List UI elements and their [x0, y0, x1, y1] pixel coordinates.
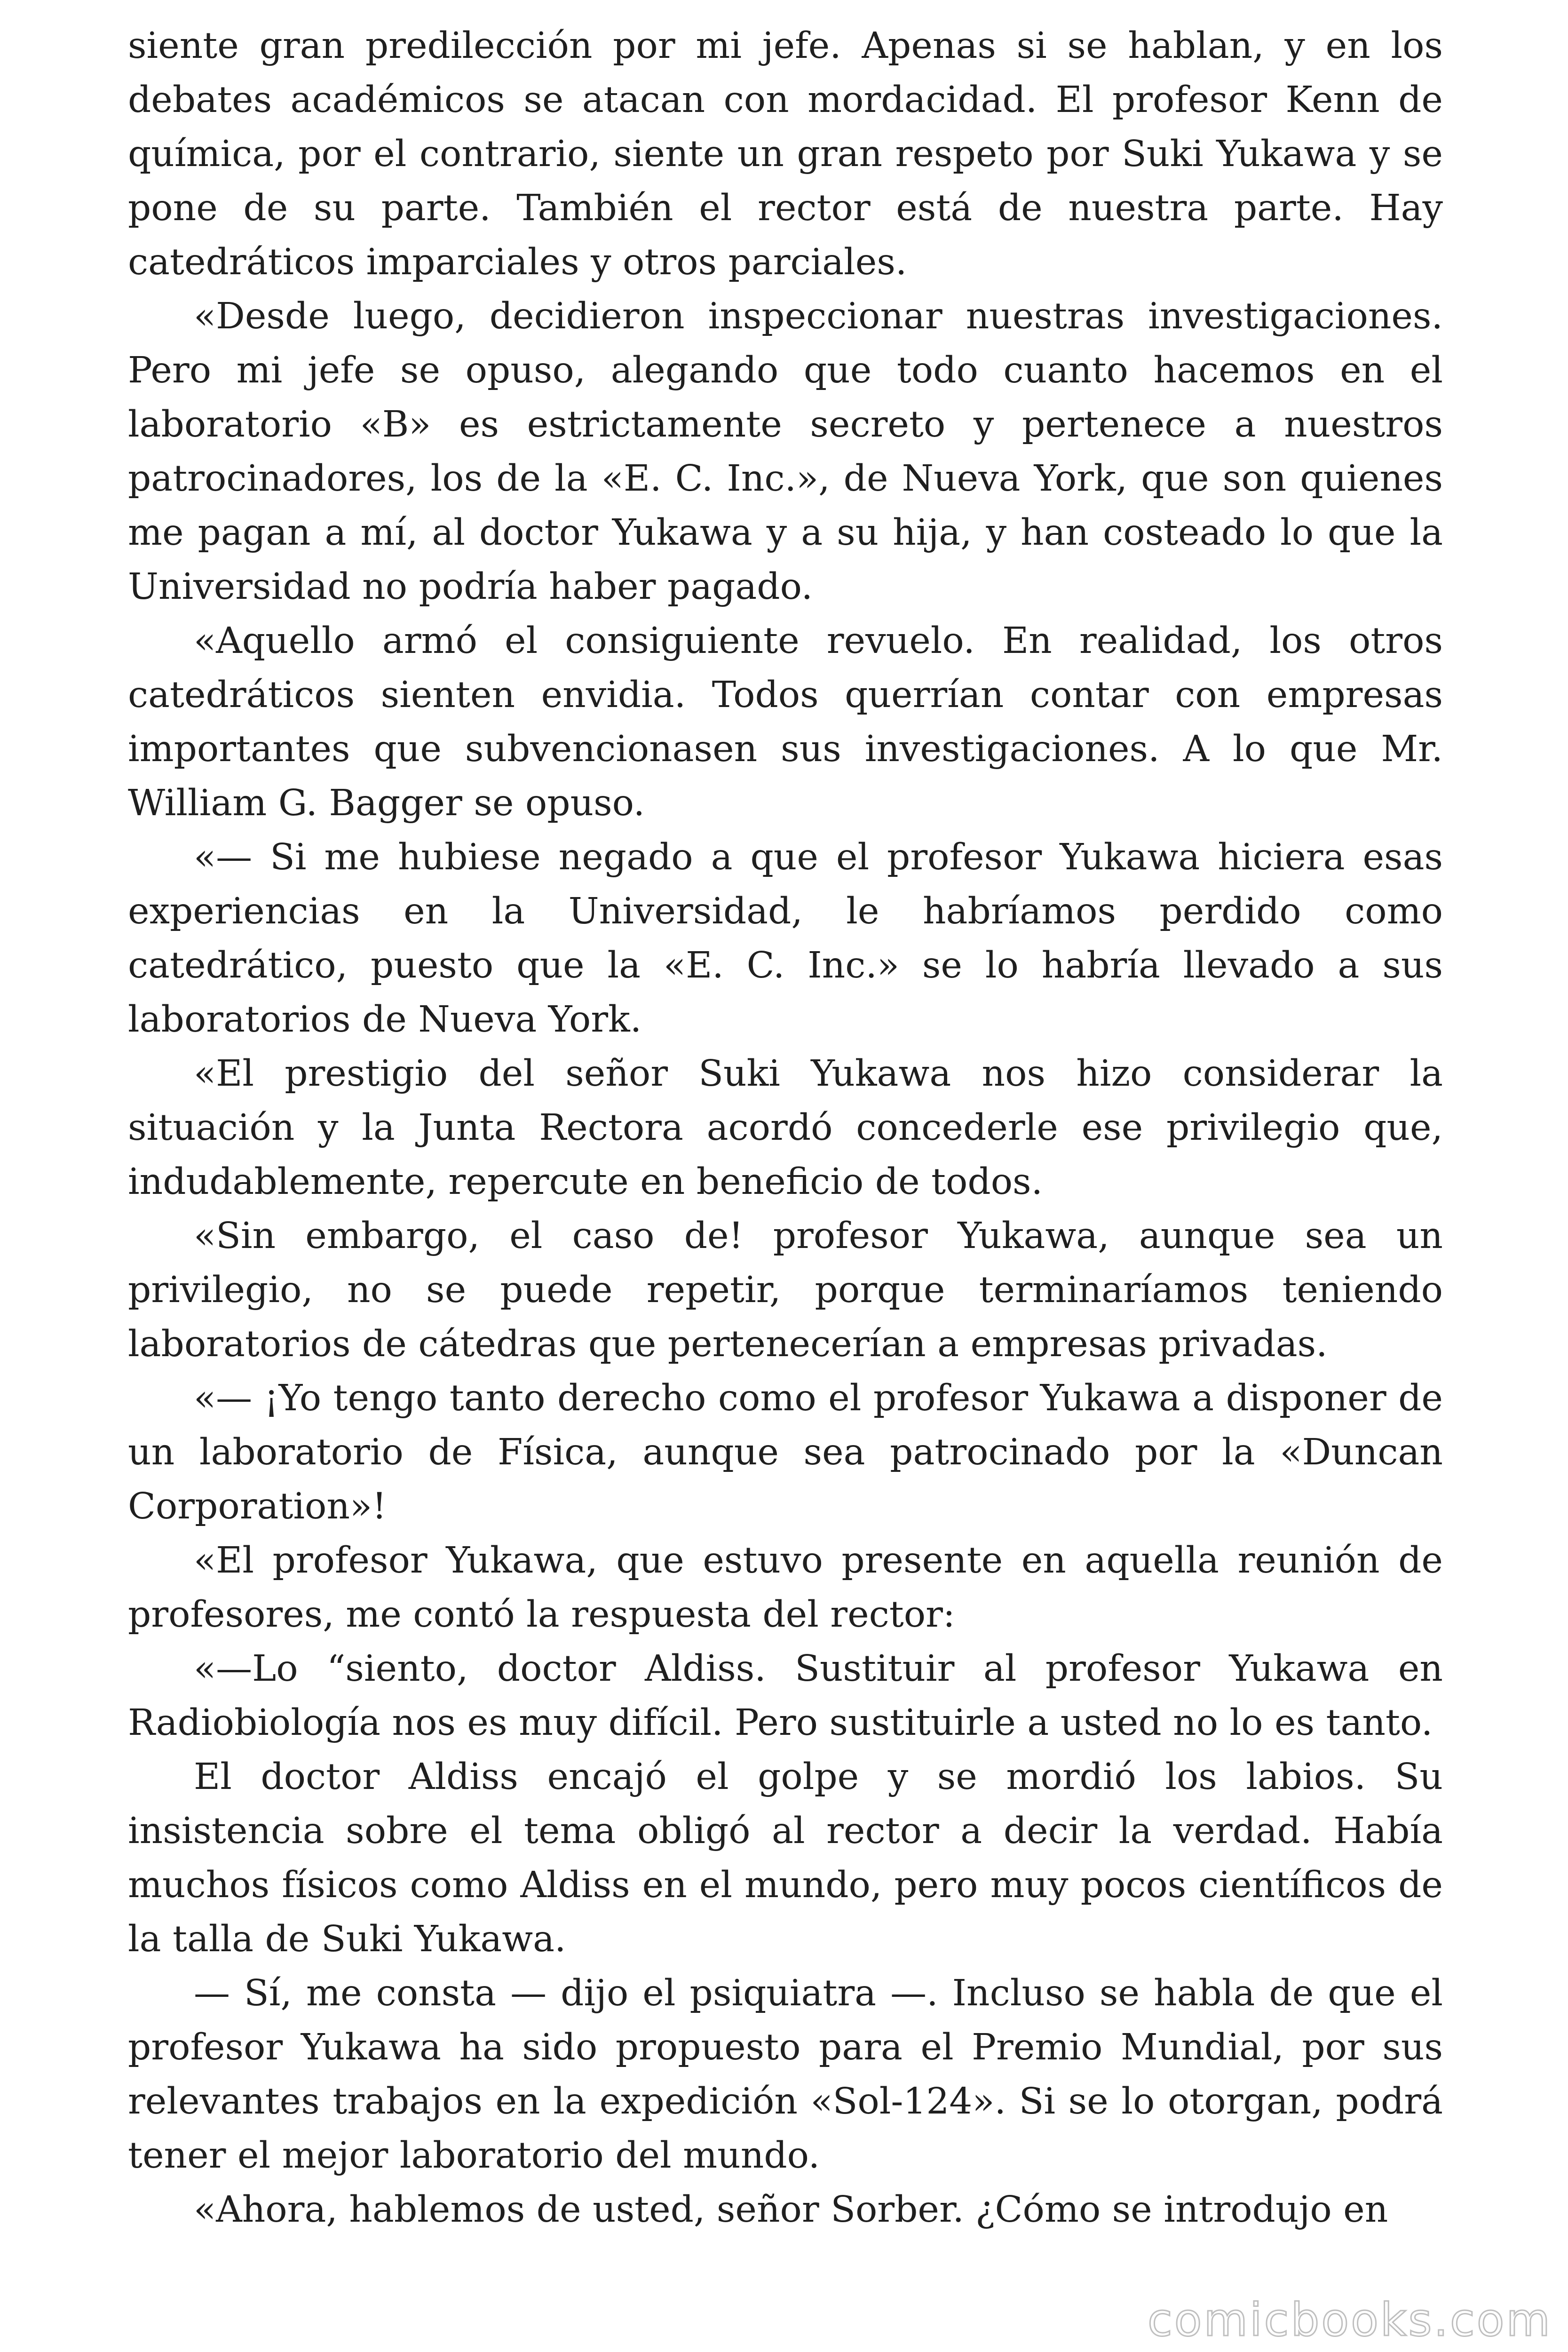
paragraph-7: «— ¡Yo tengo tanto derecho como el profesor Yukawa a disponer de un laboratorio de Física, aunque sea patrocinado por la «Duncan Corporation»!	[128, 1377, 1443, 1527]
paragraph-8: «El profesor Yukawa, que estuvo presente en aquella reunión de profesores, me contó la respuesta del rector:	[128, 1540, 1443, 1636]
paragraph-11: — Sí, me consta — dijo el psiquiatra —. Incluso se habla de que el profesor Yukawa ha sido propuesto para el Premio Mundial, por sus relevantes trabajos en la expedición «Sol-124». Si se lo otorgan, podrá tener el mejor laboratorio del mundo.	[128, 1972, 1443, 2177]
watermark: comicbooks.com	[1147, 2294, 1552, 2346]
paragraph-12: «Ahora, hablemos de usted, señor Sorber. ¿Cómo se introdujo en	[194, 2189, 1388, 2231]
paragraph-9: «—Lo “siento, doctor Aldiss. Sustituir al profesor Yukawa en Radiobiología nos es muy difícil. Pero sustituirle a usted no lo es tanto.	[128, 1648, 1443, 1744]
paragraph-3: «Aquello armó el consiguiente revuelo. En realidad, los otros catedráticos sienten envidia. Todos querrían contar con empresas importantes que subvencionasen sus investigaciones. A lo que Mr. William G. Bagger se opuso.	[128, 620, 1443, 824]
paragraph-1: siente gran predilección por mi jefe. Apenas si se hablan, y en los debates académicos se atacan con mordacidad. El profesor Kenn de química, por el contrario, siente un gran respeto por Suki Yukawa y se pone de su parte. También el rector está de nuestra parte. Hay catedráticos imparciales y otros parciales.	[128, 25, 1443, 283]
body-text	[128, 19, 1443, 2237]
paragraph-5: «El prestigio del señor Suki Yukawa nos hizo considerar la situación y la Junta Rectora acordó concederle ese privilegio que, indudablemente, repercute en beneficio de todos.	[128, 1053, 1443, 1203]
paragraph-6: «Sin embargo, el caso de! profesor Yukawa, aunque sea un privilegio, no se puede repetir, porque terminaríamos teniendo laboratorios de cátedras que pertenecerían a empresas privadas.	[128, 1215, 1443, 1365]
paragraph-2: «Desde luego, decidieron inspeccionar nuestras investigaciones. Pero mi jefe se opuso, alegando que todo cuanto hacemos en el laboratorio «B» es estrictamente secreto y pertenece a nuestros patrocinadores, los de la «E. C. Inc.», de Nueva York, que son quienes me pagan a mí, al doctor Yukawa y a su hija, y han costeado lo que la Universidad no podría haber pagado.	[128, 295, 1443, 608]
paragraph-10: El doctor Aldiss encajó el golpe y se mordió los labios. Su insistencia sobre el tema obligó al rector a decir la verdad. Había muchos físicos como Aldiss en el mundo, pero muy pocos científicos de la talla de Suki Yukawa.	[128, 1756, 1443, 1960]
paragraph-4: «— Si me hubiese negado a que el profesor Yukawa hiciera esas experiencias en la Universidad, le habríamos perdido como catedrático, puesto que la «E. C. Inc.» se lo habría llevado a sus laboratorios de Nueva York.	[128, 836, 1443, 1041]
